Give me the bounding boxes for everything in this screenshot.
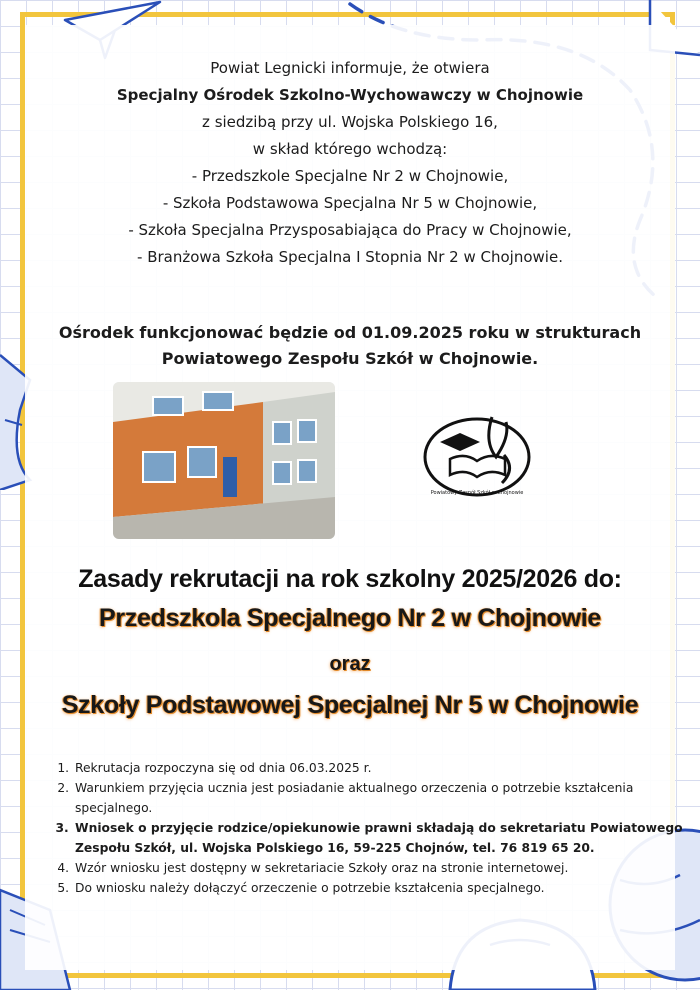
list-item: 3. Wniosek o przyjęcie rodzice/opiekunowie prawni składają do sekretariatu Powiatowego Zespołu Szkół, ul. Wojska Polskiego 16, 59-225 Chojnów, tel. 76 819 65 20. — [73, 818, 688, 858]
list-item: 2. Warunkiem przyjęcia ucznia jest posiadanie aktualnego orzeczenia o potrzebie kształcenia specjalnego. — [73, 778, 688, 818]
school-item: - Szkoła Specjalna Przysposabiająca do Pracy w Chojnowie, — [128, 221, 572, 239]
school-item: - Przedszkole Specjalne Nr 2 w Chojnowie, — [191, 167, 509, 185]
opening-announcement — [25, 320, 675, 372]
list-item: 1. Rekrutacja rozpoczyna się od dnia 06.03.2025 r. — [73, 758, 688, 778]
address-line: z siedzibą przy ul. Wojska Polskiego 16, — [202, 113, 498, 131]
announcement-line: Ośrodek funkcjonować będzie od 01.09.2025 roku w strukturach — [58, 323, 642, 342]
poster-content — [25, 25, 683, 970]
school-item: - Szkoła Podstawowa Specjalna Nr 5 w Chojnowie, — [162, 194, 538, 212]
logo-caption: Powiatowy Zespół Szkół w Chojnowie — [430, 490, 524, 496]
announcement-line: Powiatowego Zespołu Szkół w Chojnowie. — [161, 349, 539, 368]
school-item: - Branżowa Szkoła Specjalna I Stopnia Nr 2 w Chojnowie. — [137, 248, 563, 266]
school-logo-book-cap-icon — [420, 397, 535, 512]
connector-word: oraz — [329, 653, 371, 675]
center-name: Specjalny Ośrodek Szkolno-Wychowawczy w Chojnowie — [116, 86, 584, 104]
school-building-photo — [113, 382, 335, 539]
school1-heading: Przedszkola Specjalnego Nr 2 w Chojnowie — [98, 604, 601, 632]
rules-list — [39, 758, 688, 898]
school2-heading: Szkoły Podstawowej Specjalnej Nr 5 w Chojnowie — [61, 691, 639, 719]
list-item: 5. Do wniosku należy dołączyć orzeczenie o potrzebie kształcenia specjalnego. — [73, 878, 688, 898]
composition-line: w skład którego wchodzą: — [252, 140, 448, 158]
intro-section — [25, 55, 675, 271]
list-item: 4. Wzór wniosku jest dostępny w sekretariacie Szkoły oraz na stronie internetowej. — [73, 858, 688, 878]
intro-line: Powiat Legnicki informuje, że otwiera — [210, 59, 490, 77]
recruitment-title: Zasady rekrutacji na rok szkolny 2025/2026 do: — [78, 565, 622, 593]
